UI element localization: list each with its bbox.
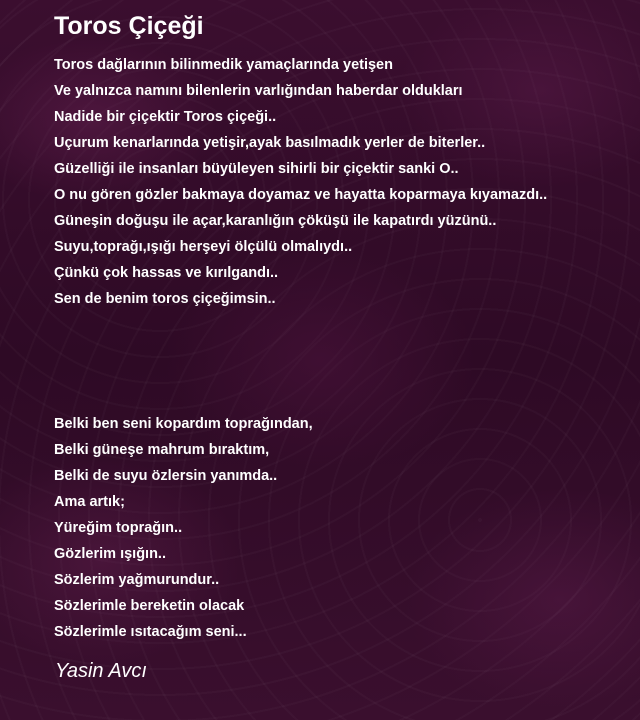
poem-title: Toros Çiçeği [54,12,204,40]
poem-line: O nu gören gözler bakmaya doyamaz ve hayatta koparmaya kıyamazdı.. [54,187,548,203]
poem-line: Yüreğim toprağın.. [54,520,183,536]
poem-author: Yasin Avcı [55,660,147,682]
poem-line: Sen de benim toros çiçeğimsin.. [54,291,276,307]
poem-line: Suyu,toprağı,ışığı herşeyi ölçülü olmalıydı.. [54,239,353,255]
poem-line: Sözlerimle bereketin olacak [54,598,245,614]
stanza-1 [54,52,547,312]
poem-line: Güzelliği ile insanları büyüleyen sihirli bir çiçektir sanki O.. [54,161,459,177]
poem-line: Ama artık; [54,494,125,510]
poem-line: Belki de suyu özlersin yanımda.. [54,468,278,484]
poem-line: Belki güneşe mahrum bıraktım, [54,442,270,458]
poem-line: Güneşin doğuşu ile açar,karanlığın çöküşü ile kapatırdı yüzünü.. [54,213,497,229]
stanza-2 [54,411,313,645]
poem-line: Ve yalnızca namını bilenlerin varlığından haberdar oldukları [54,83,463,99]
poem-line: Gözlerim ışığın.. [54,546,166,562]
poem-line: Çünkü çok hassas ve kırılgandı.. [54,265,279,281]
poem-line: Sözlerim yağmurundur.. [54,572,220,588]
poem-line: Sözlerimle ısıtacağım seni... [54,624,247,640]
poem-line: Toros dağlarının bilinmedik yamaçlarında yetişen [54,57,393,73]
poem-line: Belki ben seni kopardım toprağından, [54,416,313,432]
poem-line: Uçurum kenarlarında yetişir,ayak basılmadık yerler de biterler.. [54,135,486,151]
poem-line: Nadide bir çiçektir Toros çiçeği.. [54,109,277,125]
